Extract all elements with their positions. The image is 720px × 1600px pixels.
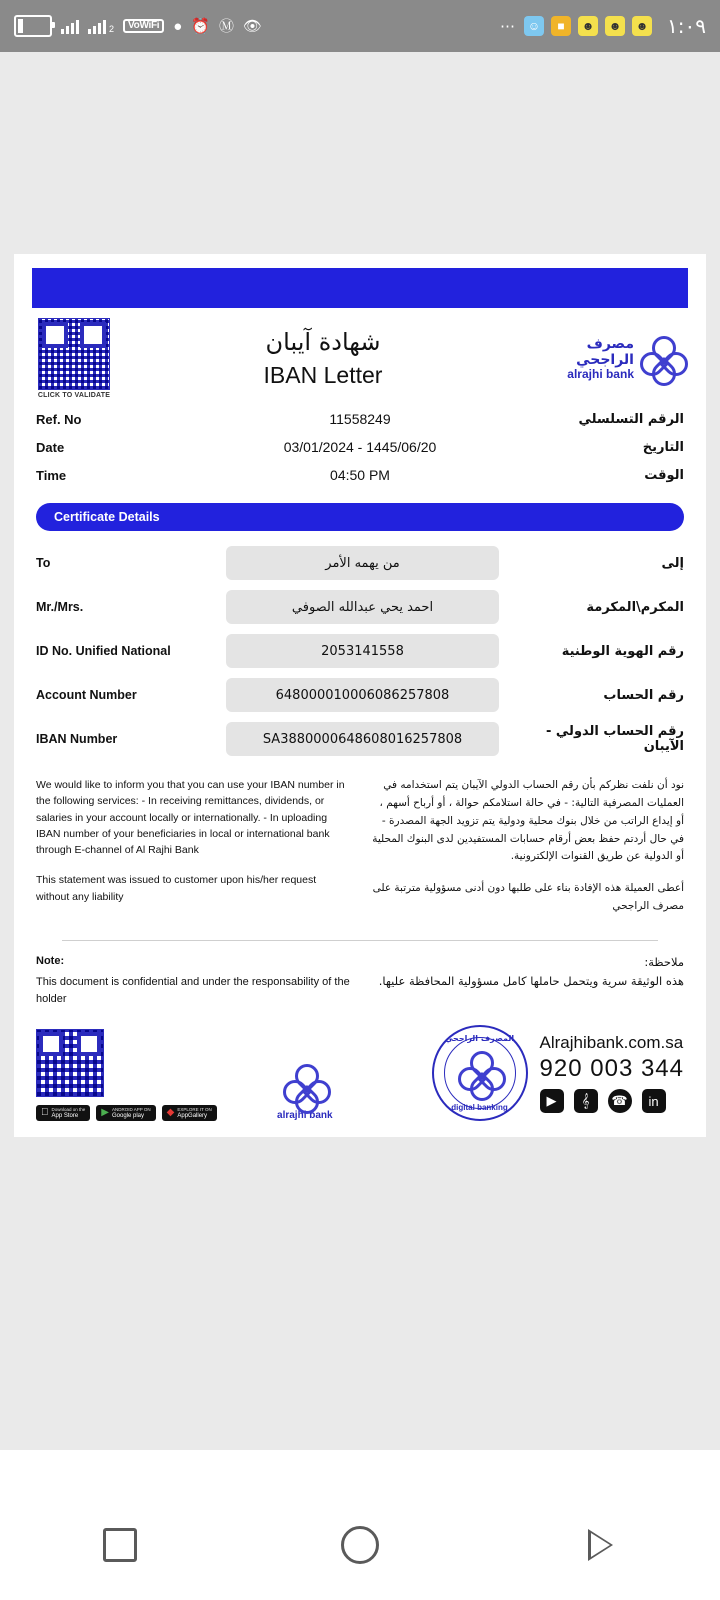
footer-brand-label: alrajhi bank xyxy=(269,1110,326,1122)
folder-icon: ■ xyxy=(551,16,571,36)
section-title: Certificate Details xyxy=(54,510,160,524)
alarm-mute-icon: ⏰ xyxy=(191,17,211,35)
clock-label: ١:٠٩ xyxy=(667,14,706,38)
alrajhi-mark-icon xyxy=(640,336,684,380)
field-label: Mr./Mrs. xyxy=(36,600,84,614)
app-store-badges xyxy=(36,1105,217,1121)
field-value: 648000010006086257808 xyxy=(226,678,499,712)
footer-right xyxy=(432,1025,684,1121)
social-links xyxy=(540,1089,684,1113)
field-row xyxy=(14,585,706,629)
note-label-ar: ملاحظة: xyxy=(644,954,684,969)
status-bar xyxy=(0,0,720,52)
note-arabic xyxy=(369,953,684,1008)
contact-icon: ☻ xyxy=(605,16,625,36)
website-label[interactable]: Alrajhibank.com.sa xyxy=(539,1033,684,1053)
document-title-ar: شهادة آيبان xyxy=(265,328,381,356)
meta-key: Date xyxy=(36,439,65,455)
meta-row xyxy=(14,405,706,433)
meta-value: 11558249 xyxy=(329,411,391,427)
meta-row xyxy=(14,433,706,461)
google-play-sub: ANDROID APP ON xyxy=(104,1106,144,1112)
footer-qr-icon[interactable] xyxy=(36,1029,104,1097)
document-title xyxy=(112,328,534,389)
field-row xyxy=(14,717,706,761)
meta-key-ar: الوقت xyxy=(644,467,684,483)
alrajhi-mark-icon xyxy=(283,1064,327,1108)
field-label-ar: إلى xyxy=(661,555,684,571)
signal-2-label: 2 xyxy=(109,24,115,34)
qr-code-icon[interactable] xyxy=(38,318,110,390)
meta-value: 04:50 PM xyxy=(330,467,390,483)
signal-bars-icon xyxy=(61,18,79,34)
home-button[interactable] xyxy=(339,1524,381,1566)
field-label: To xyxy=(36,556,51,570)
app-store-sub: Download on the xyxy=(44,1106,78,1112)
body-english xyxy=(36,777,351,930)
meta-key: Time xyxy=(36,467,67,483)
appgallery-icon: ◆ xyxy=(159,1107,167,1119)
footer-left xyxy=(36,1029,365,1121)
phone-label[interactable]: 920 003 344 xyxy=(539,1055,684,1083)
contact-icon: ☻ xyxy=(578,16,598,36)
document-top-bar xyxy=(32,268,688,308)
footer-brand xyxy=(245,1064,365,1121)
triangle-icon xyxy=(587,1528,613,1562)
field-row xyxy=(14,673,706,717)
certificate-details-bar xyxy=(36,503,684,531)
eye-icon: 👁 xyxy=(243,17,263,35)
field-label-ar: رقم الهوية الوطنية xyxy=(561,643,684,659)
field-label-ar: المكرم\المكرمة xyxy=(586,599,684,615)
circle-icon xyxy=(341,1526,379,1564)
meta-key-ar: الرقم التسلسلي xyxy=(578,411,684,427)
meta-key-ar: التاريخ xyxy=(642,439,684,455)
field-label: Account Number xyxy=(36,688,137,702)
app-store-badge[interactable] xyxy=(36,1105,90,1121)
status-bar-left xyxy=(14,15,262,37)
google-play-badge[interactable] xyxy=(93,1105,155,1121)
app-gallery-name: AppGallery xyxy=(169,1112,200,1119)
document-title-en: IBAN Letter xyxy=(263,362,383,388)
body-ar-paragraph: أعطى العميلة هذه الإفادة بناء على طلبها دون أدنى مسؤولية مترتبة على مصرف الراجحي xyxy=(372,882,684,913)
field-label-ar: رقم الحساب الدولي - الآيبان xyxy=(545,724,684,754)
back-button[interactable] xyxy=(579,1524,621,1566)
wifi-icon: ● xyxy=(173,17,183,35)
field-row xyxy=(14,629,706,673)
google-play-name: Google play xyxy=(104,1112,137,1119)
bank-logo xyxy=(534,336,684,382)
bank-name-ar: مصرف الراجحي xyxy=(576,335,634,368)
field-value: احمد يحي عبدالله الصوفي xyxy=(226,590,499,624)
note-text: This document is confidential and under the responsability of the holder xyxy=(36,976,350,1005)
nfc-icon: Ⓜ xyxy=(219,17,235,35)
seal-top-label: المصرف الراجحي xyxy=(444,1034,515,1044)
document-meta xyxy=(14,405,706,489)
field-label: ID No. Unified National xyxy=(36,644,171,658)
certificate-fields xyxy=(14,541,706,761)
body-en-paragraph: We would like to inform you that you can use your IBAN number in the following services: - In receiving remittances, dividends, or salaries in your account locally or internationally. - In uploading IBAN number of your beneficiaries in local or international bank through E-channel of Al Rajhi Bank xyxy=(36,779,345,857)
vowifi-icon: VoWiFi xyxy=(123,19,164,33)
contact-block xyxy=(540,1033,684,1113)
app-gallery-badge[interactable] xyxy=(159,1105,217,1121)
iban-letter-document xyxy=(14,254,706,1137)
document-header xyxy=(14,308,706,405)
signal-bars-2-icon xyxy=(88,18,114,34)
document-body xyxy=(14,761,706,930)
body-en-paragraph: This statement was issued to customer upon his/her request without any liability xyxy=(36,874,317,903)
body-arabic xyxy=(369,777,684,930)
qr-caption: CLICK TO VALIDATE xyxy=(37,392,111,399)
app-gallery-sub: EXPLORE IT ON xyxy=(169,1106,205,1112)
document-footer xyxy=(14,1007,706,1127)
linkedin-icon[interactable]: in xyxy=(642,1089,666,1113)
note-section xyxy=(14,941,706,1008)
field-label-ar: رقم الحساب xyxy=(603,687,684,703)
note-text-ar: هذه الوثيقة سرية ويتحمل حاملها كامل مسؤولية المحافظة عليها. xyxy=(378,974,684,989)
play-icon: ▶ xyxy=(93,1107,102,1119)
apple-icon xyxy=(41,1108,49,1119)
square-icon xyxy=(103,1528,137,1562)
field-value: 2053141558 xyxy=(226,634,499,668)
app-store-name: App Store xyxy=(44,1112,71,1119)
snapchat-icon: ☺ xyxy=(524,16,544,36)
twitter-icon[interactable]: 𝄞 xyxy=(574,1089,598,1113)
digital-banking-seal xyxy=(432,1025,528,1121)
bank-name-en: alrajhi bank xyxy=(567,366,634,381)
recents-button[interactable] xyxy=(99,1524,141,1566)
note-english xyxy=(36,953,351,1008)
battery-icon xyxy=(14,15,52,37)
validation-qr[interactable] xyxy=(36,318,112,399)
alrajhi-mark-icon xyxy=(458,1051,502,1095)
field-label: IBAN Number xyxy=(36,732,118,746)
field-value: من يهمه الأمر xyxy=(226,546,499,580)
status-bar-right xyxy=(500,14,706,38)
note-label: Note: xyxy=(36,954,65,967)
whatsapp-icon[interactable]: ☎ xyxy=(608,1089,632,1113)
field-value: SA3880000648608016257808 xyxy=(226,722,499,756)
more-dots-icon: ⋯ xyxy=(500,17,518,35)
seal-bottom-label: digital banking xyxy=(451,1103,508,1113)
body-ar-paragraph: نود أن نلفت نظركم بأن رقم الحساب الدولي الآيبان يتم استخدامه في العمليات المصرفية التالية: - في حالة استلامكم حوالة ، أو أرباح أسهم ، أو إيداع الراتب من خلال بنوك محلية ودولية يتم تزويد الجهة المصدرة - في حال أردتم حفظ بعض أرقام حسابات المستفيدين لدى البنوك المحلية أو الدولية عن طريق القنوات الإلكترونية. xyxy=(372,779,684,863)
field-row xyxy=(14,541,706,585)
meta-row xyxy=(14,461,706,489)
contact-icon: ☻ xyxy=(632,16,652,36)
youtube-icon[interactable]: ▶ xyxy=(540,1089,564,1113)
meta-key: Ref. No xyxy=(36,411,82,427)
system-navigation-bar xyxy=(0,1490,720,1600)
meta-value: 03/01/2024 - 1445/06/20 xyxy=(283,439,437,455)
